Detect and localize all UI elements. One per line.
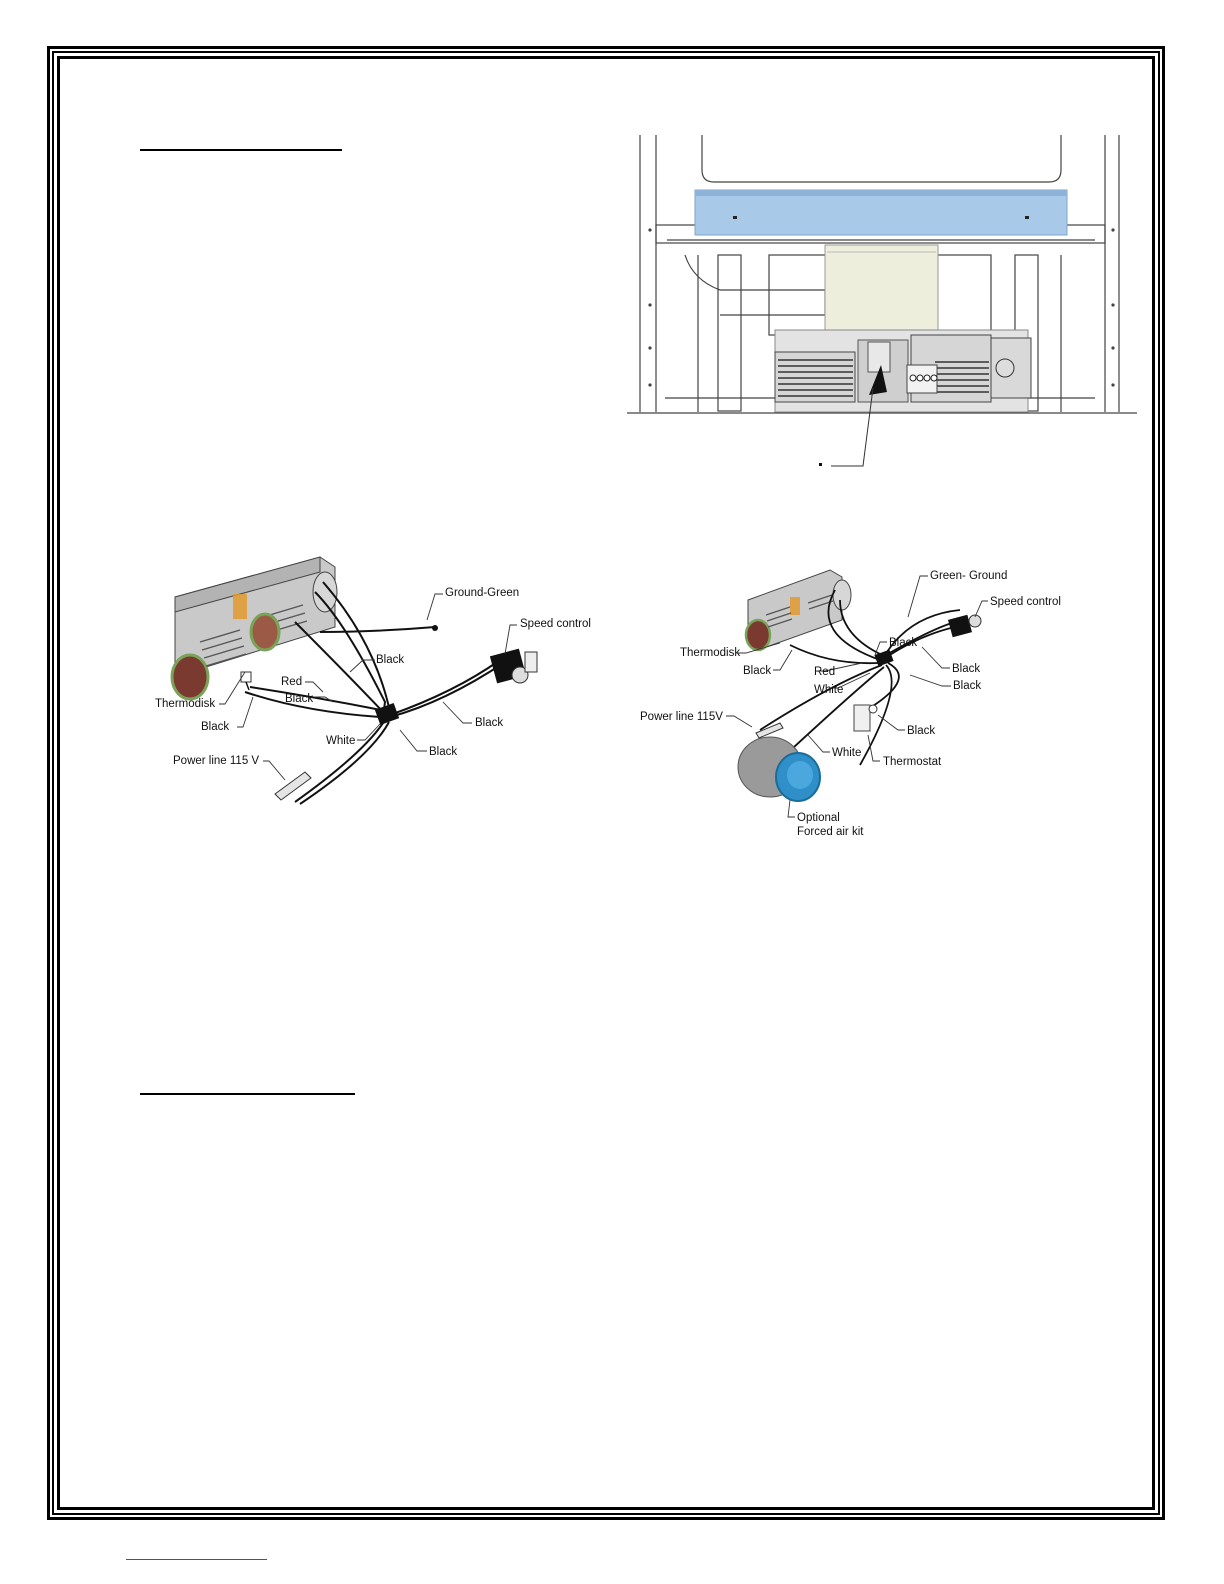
forced-air-blower xyxy=(738,737,820,801)
label-thermodisk-right: Thermodisk xyxy=(680,647,741,659)
label-optional: Optional xyxy=(797,812,840,824)
wiring-diagram-forced-air xyxy=(630,555,1085,845)
label-black-left-right: Black xyxy=(743,665,772,677)
blower-assembly xyxy=(775,330,1031,412)
thermostat-unit xyxy=(854,705,877,731)
footer-link[interactable] xyxy=(126,1559,267,1560)
label-power-line: Power line 115 V xyxy=(173,755,260,767)
label-black-left: Black xyxy=(201,721,230,733)
dual-blower-unit-small xyxy=(746,570,851,650)
label-ground-green: Ground-Green xyxy=(445,587,520,599)
label-power-line-right: Power line 115V xyxy=(640,711,723,723)
label-red: Red xyxy=(281,676,303,688)
label-thermostat: Thermostat xyxy=(883,756,942,768)
speed-control-switch xyxy=(490,649,537,684)
label-black-center: Black xyxy=(889,637,918,649)
label-black-thermostat: Black xyxy=(907,725,936,737)
label-speed-control-right: Speed control xyxy=(990,596,1061,608)
label-thermodisk: Thermodisk xyxy=(155,698,216,710)
label-green-ground: Green- Ground xyxy=(930,570,1008,582)
fireplace-front-view-figure xyxy=(625,130,1140,475)
label-black-mid: Black xyxy=(285,693,314,705)
wiring-diagram-blower xyxy=(145,532,610,832)
label-white-lower: White xyxy=(832,747,862,759)
dual-blower-unit xyxy=(172,557,337,699)
glass-band xyxy=(695,190,1067,235)
label-speed-control: Speed control xyxy=(520,618,591,630)
label-black-right: Black xyxy=(475,717,504,729)
label-white: White xyxy=(326,735,356,747)
speed-control-switch-small xyxy=(948,615,981,638)
label-red-right: Red xyxy=(814,666,836,678)
label-black-r1: Black xyxy=(952,663,981,675)
label-forced-air-kit: Forced air kit xyxy=(797,826,864,838)
section-heading-underline-2 xyxy=(140,1093,355,1095)
label-black-r2: Black xyxy=(953,680,982,692)
thermodisk-sensor xyxy=(241,672,251,690)
control-panel xyxy=(825,245,938,333)
label-white-upper: White xyxy=(814,684,844,696)
label-black-bottom: Black xyxy=(429,746,458,758)
label-black-top: Black xyxy=(376,654,405,666)
section-heading-underline-1 xyxy=(140,149,342,151)
